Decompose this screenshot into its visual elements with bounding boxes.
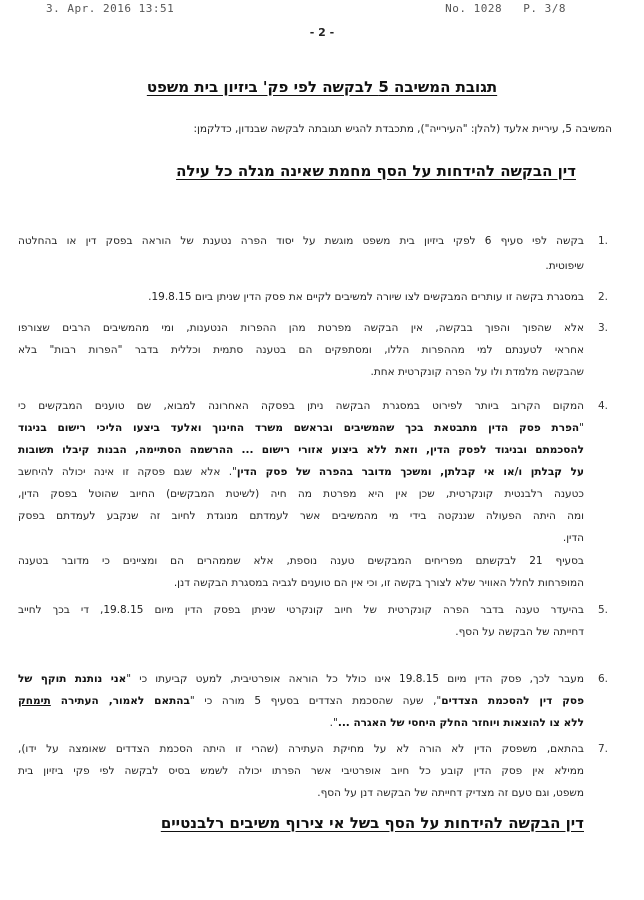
paragraph-number: 6. xyxy=(597,673,608,685)
paragraph-line: בסעיף 21 לבקשתם מפריחים המבקשים טענה נוספת, אלא שממהרים הם ומציינים כי מדובר בטענה xyxy=(18,555,585,567)
paragraph-line: להסכמתם ובניגוד לפסק הדין, וזאת ללא ביצוע אזורי רישום ... ההרשמה הסתיימה, הבנות קיבלו תשובות xyxy=(18,444,584,456)
paragraph-line: בהיעדר טענה בדבר הפרה קונקרטית של חיוב קונקרטי שניתן בפסק הדין מיום 19.8.15, די בכך לחייב xyxy=(18,604,584,616)
section-heading-2: דין הבקשה להידחות על הסף בשל אי צירוף משיבים רלבנטיים xyxy=(160,814,584,832)
paragraph-line: המקום הקרוב ביותר לפירוט במסגרת הבקשה ניתן בפסקה האחרונה למבוא, שם טוענים המבקשים כי xyxy=(18,400,584,412)
paragraph-line: משפט, וגם טעם זה מצדיק דחייתה של הבקשה דנן על הסף. xyxy=(317,787,584,799)
paragraph-line: בקשה לפי סעיף 6 לפקי ביזיון בית משפט מוגשת על יסוד הפרה נטענת של הוראה בפסק דין או בהחלטה xyxy=(18,235,585,247)
paragraph-line: מעבר לכך, פסק הדין מיום 19.8.15 אינו כולל כל הוראה אופרטיבית, למעט קביעתו כי "אני נותנת תוקף של xyxy=(18,673,584,685)
paragraph-number: 5. xyxy=(597,604,608,616)
paragraph-line: דחייתה של הבקשה על הסף. xyxy=(455,626,584,638)
paragraph-line: המופרחות לחלל האוויר שלא לצורך בקשה זו, וכי אין הם טוענים לגביה במסגרת הבקשה דנן. xyxy=(173,577,584,589)
paragraph-line: במסגרת בקשה זו עותרים המבקשים לצו שיורה למשיבים לקיים את פסק הדין שניתן ביום 19.8.15. xyxy=(148,291,584,303)
paragraph-line: שיפוטית. xyxy=(545,260,584,272)
paragraph-line: כטענה רלבנטית קונקרטית, שכן אין היא מפרטת מה חיה (לשיטת המבקשים) החיוב שהוטל בפסק הדין, xyxy=(18,488,584,500)
fax-page: P. 3/8 xyxy=(523,2,566,15)
paragraph-number: 7. xyxy=(597,743,608,755)
paragraph-line: ממילא אין פסק הדין קובע כל חיוב אופרטיבי אשר הפרתו יכולה לשמש בסיס לבקשה לפי פקי ביזיון בית xyxy=(18,765,584,777)
paragraph-line: ומה היתה הפעולה שננקטה בידי מי מהמשיבים אשר לעמדתם מנוגדת לחיוב זה שנקבע לעמדתם בפסק xyxy=(18,510,584,522)
paragraph-line: שהבקשה מלמדת ולו על הפרה קונקרטית אחת. xyxy=(370,366,584,378)
paragraph-line: ללא צו להוצאות ויוחזר החלק היחסי של האגרה ...". xyxy=(329,717,584,729)
paragraph-number: 4. xyxy=(597,400,608,412)
paragraph-line: בהתאם, משפסק הדין לא הורה לא על מחיקת העתירה (שהרי זו היתה הסכמת הצדדים שאומצה על ידו), xyxy=(18,743,584,755)
paragraph-number: 1. xyxy=(597,235,608,247)
section-heading-1: דין הבקשה להידחות על הסף מחמת שאינה מגלה כל עילה xyxy=(176,162,576,180)
paragraph-number: 3. xyxy=(597,322,608,334)
fax-number: No. 1028 xyxy=(445,2,503,15)
paragraph-line: "הפרת פסק הדין מתבטאת בכך שהמשיבים ובראשם משרד החינוך ואלעד ביצעו הליכי רישום בניגוד xyxy=(18,422,584,434)
paragraph-line: על קבלתן ו/או אי קבלתן, ומשכך מדובר בהפרה של פסק הדין". אלא שגם פסקה זו אינה יכולה להיחשב xyxy=(18,466,584,478)
paragraph-line: אלא שהפוך והפוך בבקשה, אין הבקשה מפרטת מהן ההפרות הנטענות, ומי מהמשיבים הרבים שצורפו xyxy=(18,322,584,334)
intro-paragraph: המשיבה 5, עיריית אלעד (להלן: "העירייה"), מתכבדת להגיש תגובתה לבקשה שבנדון, כדלקמן: xyxy=(193,123,612,135)
paragraph-number: 2. xyxy=(597,291,608,303)
document-title: תגובת המשיבה 5 לבקשה לפי פק' ביזיון בית משפט xyxy=(146,78,498,96)
paragraph-line: אחראי לטענתם למי מההפרות הללו, ומסתפקים הם בטענה סתמית וכללית בדבר "הפרות רבות" בלא xyxy=(18,344,584,356)
fax-datetime: 3. Apr. 2016 13:51 xyxy=(46,2,175,15)
fax-header xyxy=(0,0,644,20)
fax-meta xyxy=(431,2,566,15)
paragraph-line: הדין. xyxy=(562,532,584,544)
paragraph-line: פסק דין להסכמת הצדדים", שעה שהסכמת הצדדים בסעיף 5 מורה כי "בהתאם לאמור, העתירה תימחק xyxy=(18,695,584,707)
page-number: - 2 - xyxy=(309,26,335,39)
